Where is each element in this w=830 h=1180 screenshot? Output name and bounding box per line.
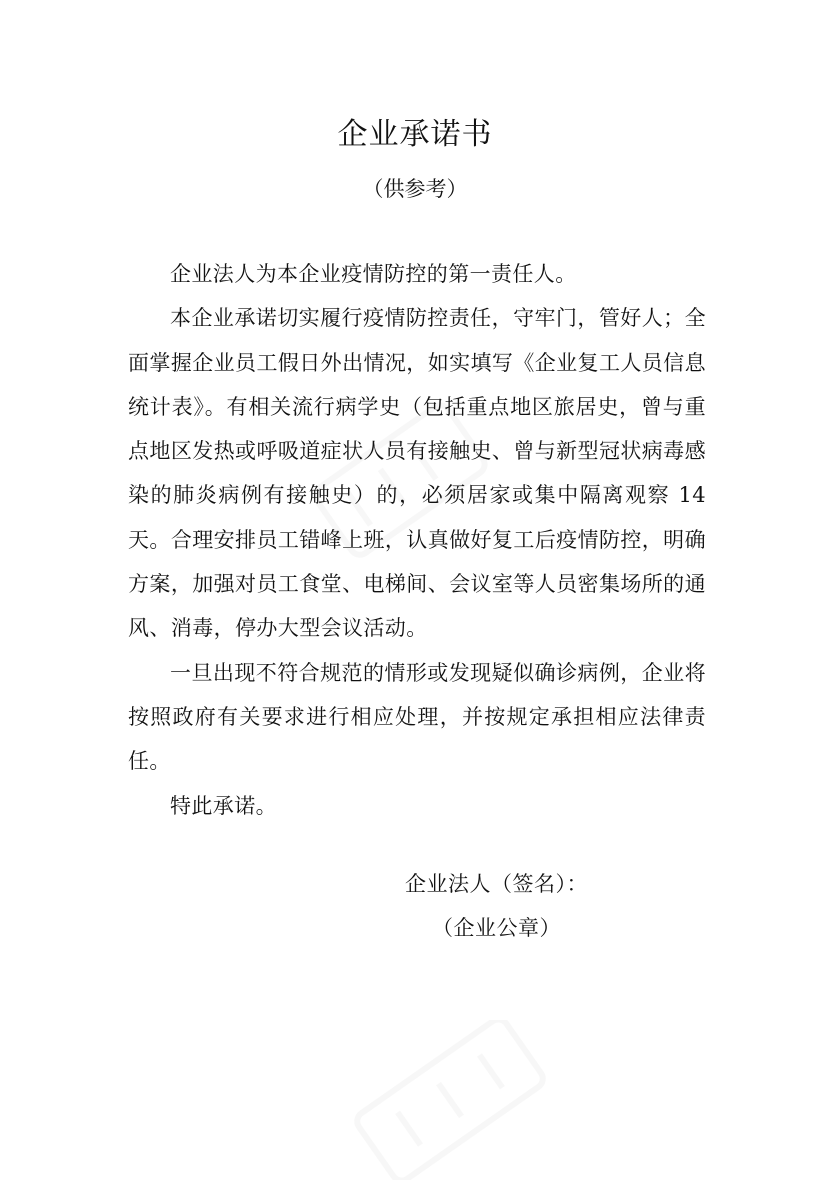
page-subtitle: （供参考）: [362, 177, 468, 201]
paragraph: 一旦出现不符合规范的情形或发现疑似确诊病例，企业将按照政府有关要求进行相应处理，并按规定承担相应法律责任。: [128, 660, 706, 774]
watermark-logo-icon: [340, 1020, 560, 1180]
signature-label: 企业法人（签名）：: [405, 872, 588, 896]
paragraph: 特此承诺。: [170, 793, 277, 818]
document-body: [128, 252, 706, 828]
paragraph: 企业法人为本企业疫情防控的第一责任人。: [170, 262, 577, 286]
page-title: 企业承诺书: [337, 117, 493, 152]
seal-label: （企业公章）: [432, 916, 561, 940]
paragraph: 本企业承诺切实履行疫情防控责任，守牢门，管好人；全面掌握企业员工假日外出情况，如实填写《企业复工人员信息统计表》。有相关流行病学史（包括重点地区旅居史，曾与重点地区发热或呼吸道症状人员有接触史、曾与新型冠状病毒感染的肺炎病例有接触史）的，必须居家或集中隔离观察 14 天。合理安排员工错峰上班，认真做好复工后疫情防控，明确方案，加强对员工食堂、电梯间、会议室等人员密集场所的通风、消毒，停办大型会议活动。: [128, 306, 706, 641]
